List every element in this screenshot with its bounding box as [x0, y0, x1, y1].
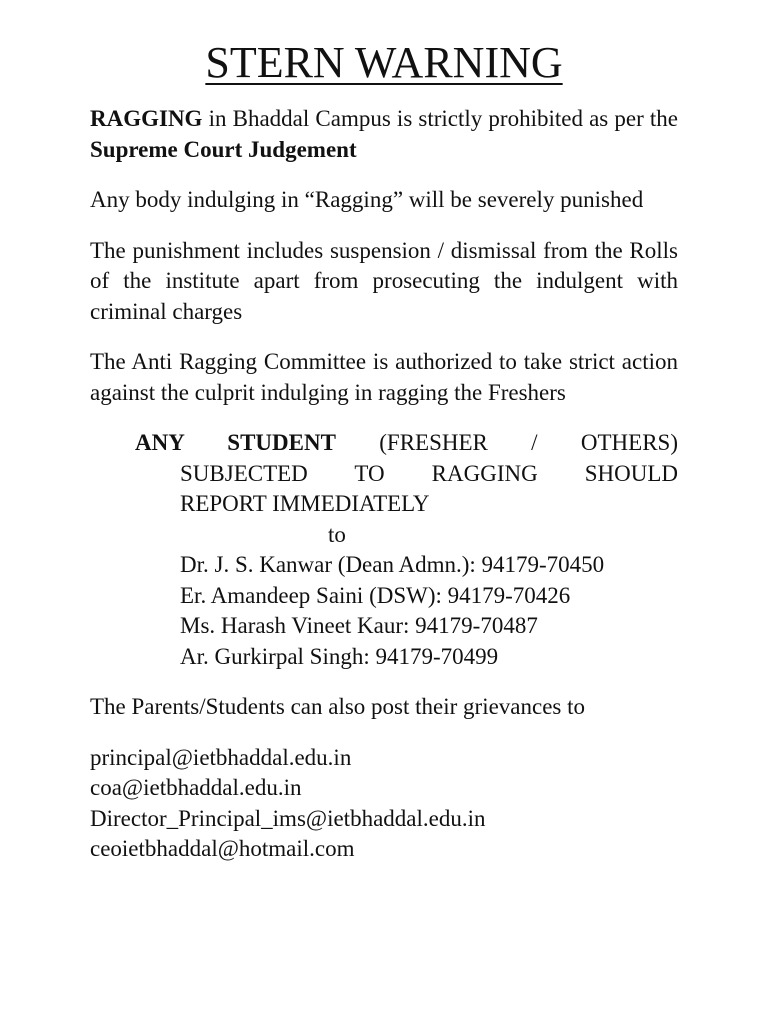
punished-paragraph: Any body indulging in “Ragging” will be severely punished — [90, 187, 644, 212]
punishment-paragraph: The punishment includes suspension / dismissal from the Rolls of the institute apart from prosecuting the indulgent with criminal charges — [90, 237, 678, 324]
contact-item: Er. Amandeep Saini (DSW): 94179-70426 — [180, 582, 571, 608]
email-address: principal@ietbhaddal.edu.in — [90, 744, 352, 770]
notice-page — [90, 36, 678, 865]
report-to: to — [328, 521, 346, 547]
contact-item: Dr. J. S. Kanwar (Dean Admn.): 94179-70450 — [180, 552, 605, 577]
report-line-1 — [135, 428, 678, 459]
report-line-2: SUBJECTED TO RAGGING SHOULD — [180, 460, 678, 486]
any-student-emphasis: ANY STUDENT — [135, 430, 336, 455]
court-judgement-emphasis: Supreme Court Judgement — [90, 136, 357, 162]
email-list — [90, 743, 678, 865]
contact-item: Ar. Gurkirpal Singh: 94179-70499 — [180, 643, 499, 669]
ragging-emphasis: RAGGING — [90, 106, 203, 131]
email-address: coa@ietbhaddal.edu.in — [90, 775, 302, 800]
committee-paragraph: The Anti Ragging Committee is authorized to take strict action against the culprit indulging in ragging the Freshers — [90, 349, 678, 405]
prohibition-paragraph — [90, 104, 678, 165]
report-line-1-rest: (FRESHER / OTHERS) — [335, 430, 678, 455]
email-address: Director_Principal_ims@ietbhaddal.edu.in — [90, 805, 486, 831]
grievance-text: The Parents/Students can also post their grievances to — [90, 694, 586, 719]
report-line-3: REPORT IMMEDIATELY — [180, 491, 430, 516]
prohibition-text: in Bhaddal Campus is strictly prohibited as per the — [202, 106, 678, 131]
contact-item: Ms. Harash Vineet Kaur: 94179-70487 — [180, 613, 538, 638]
report-section — [135, 428, 678, 672]
page-title: STERN WARNING — [205, 38, 563, 87]
email-address: ceoietbhaddal@hotmail.com — [90, 836, 355, 861]
